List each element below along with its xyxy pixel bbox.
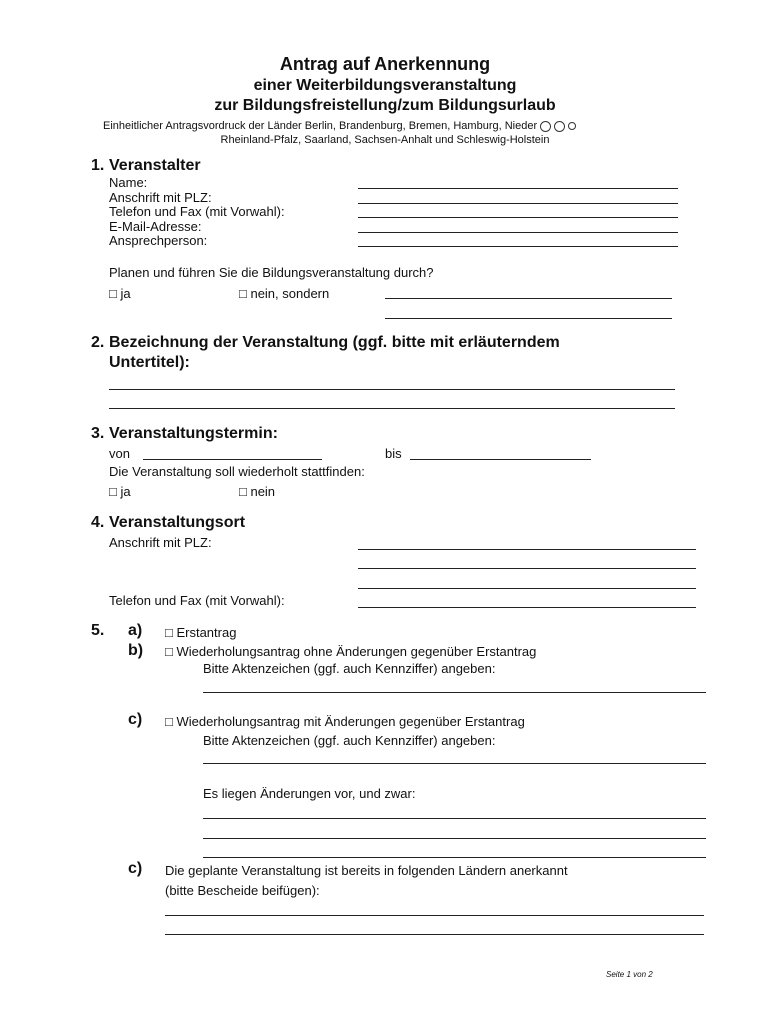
recognized-states-text: Die geplante Veranstaltung ist bereits in folgenden Ländern anerkannt bbox=[165, 863, 568, 878]
organizer-address-label: Anschrift mit PLZ: bbox=[109, 190, 212, 205]
venue-phone-label: Telefon und Fax (mit Vorwahl): bbox=[109, 593, 285, 608]
subtitle-line-1 bbox=[103, 120, 576, 132]
section-4-number: 4. bbox=[91, 514, 105, 531]
date-from-field[interactable] bbox=[143, 459, 322, 460]
repeat-no-changes-checkbox[interactable]: □ Wiederholungsantrag ohne Änderungen gegenüber Erstantrag bbox=[165, 644, 537, 659]
page-number: Seite 1 von 2 bbox=[606, 970, 653, 979]
section-3-heading: Veranstaltungstermin: bbox=[109, 425, 278, 442]
section-2-heading: Bezeichnung der Veranstaltung (ggf. bitte mit erläuterndem bbox=[109, 334, 560, 351]
file-number-field-b[interactable] bbox=[203, 692, 706, 693]
organizer-name-field[interactable] bbox=[358, 188, 678, 189]
file-number-hint-c: Bitte Aktenzeichen (ggf. auch Kennziffer) angeben: bbox=[203, 733, 496, 748]
title-line-2: einer Weiterbildungsveranstaltung bbox=[253, 77, 517, 94]
recognized-states-field-2[interactable] bbox=[165, 934, 704, 935]
repeat-no-checkbox[interactable]: □ nein bbox=[239, 484, 276, 499]
date-to-label: bis bbox=[385, 446, 402, 461]
option-c2-label: c) bbox=[128, 860, 143, 877]
repeat-with-changes-checkbox[interactable]: □ Wiederholungsantrag mit Änderungen gegenüber Erstantrag bbox=[165, 714, 525, 729]
repeat-yes-checkbox[interactable]: □ ja bbox=[109, 484, 131, 499]
file-number-field-c[interactable] bbox=[203, 763, 706, 764]
conduct-other-field-1[interactable] bbox=[385, 298, 672, 299]
repeat-question: Die Veranstaltung soll wiederholt stattfinden: bbox=[109, 464, 365, 479]
section-5-number: 5. bbox=[91, 622, 105, 639]
section-4-heading: Veranstaltungsort bbox=[109, 514, 246, 531]
conduct-question: Planen und führen Sie die Bildungsveranstaltung durch? bbox=[109, 265, 434, 280]
section-2-number: 2. bbox=[91, 334, 105, 351]
changes-field-2[interactable] bbox=[203, 838, 706, 839]
section-1-heading: Veranstalter bbox=[109, 157, 201, 174]
title-line-3: zur Bildungsfreistellung/zum Bildungsurlaub bbox=[214, 97, 556, 114]
recognized-states-field-1[interactable] bbox=[165, 915, 704, 916]
venue-phone-field[interactable] bbox=[358, 607, 696, 608]
conduct-other-field-2[interactable] bbox=[385, 318, 672, 319]
seal-icon bbox=[554, 121, 565, 132]
organizer-phone-label: Telefon und Fax (mit Vorwahl): bbox=[109, 204, 285, 219]
organizer-email-field[interactable] bbox=[358, 232, 678, 233]
venue-address-label: Anschrift mit PLZ: bbox=[109, 535, 212, 550]
changes-label: Es liegen Änderungen vor, und zwar: bbox=[203, 786, 416, 801]
section-1-number: 1. bbox=[91, 157, 105, 174]
venue-address-field-3[interactable] bbox=[358, 588, 696, 589]
event-title-field-2[interactable] bbox=[109, 408, 675, 409]
organizer-address-field[interactable] bbox=[358, 203, 678, 204]
organizer-contact-label: Ansprechperson: bbox=[109, 233, 208, 248]
venue-address-field-2[interactable] bbox=[358, 568, 696, 569]
section-2-heading-cont: Untertitel): bbox=[109, 354, 190, 371]
file-number-hint-b: Bitte Aktenzeichen (ggf. auch Kennziffer) angeben: bbox=[203, 661, 496, 676]
option-b-label: b) bbox=[128, 642, 144, 659]
section-3-number: 3. bbox=[91, 425, 105, 442]
subtitle-line-2: Rheinland-Pfalz, Saarland, Sachsen-Anhalt und Schleswig-Holstein bbox=[220, 134, 550, 146]
recognized-states-hint: (bitte Bescheide beifügen): bbox=[165, 883, 320, 898]
seal-icon bbox=[568, 122, 576, 130]
conduct-yes-checkbox[interactable]: □ ja bbox=[109, 286, 131, 301]
changes-field-3[interactable] bbox=[203, 857, 706, 858]
organizer-email-label: E-Mail-Adresse: bbox=[109, 219, 202, 234]
organizer-phone-field[interactable] bbox=[358, 217, 678, 218]
seal-icon bbox=[540, 121, 551, 132]
initial-application-checkbox[interactable]: □ Erstantrag bbox=[165, 625, 237, 640]
page-title: Antrag auf Anerkennung bbox=[279, 54, 491, 74]
option-a-label: a) bbox=[128, 622, 143, 639]
event-title-field-1[interactable] bbox=[109, 389, 675, 390]
organizer-contact-field[interactable] bbox=[358, 246, 678, 247]
date-to-field[interactable] bbox=[410, 459, 591, 460]
venue-address-field-1[interactable] bbox=[358, 549, 696, 550]
organizer-name-label: Name: bbox=[109, 175, 148, 190]
option-c-label: c) bbox=[128, 711, 143, 728]
changes-field-1[interactable] bbox=[203, 818, 706, 819]
conduct-no-checkbox[interactable]: □ nein, sondern bbox=[239, 286, 330, 301]
subtitle-text-1: Einheitlicher Antragsvordruck der Länder Berlin, Brandenburg, Bremen, Hamburg, Nieder bbox=[103, 120, 538, 132]
date-from-label: von bbox=[109, 446, 130, 461]
